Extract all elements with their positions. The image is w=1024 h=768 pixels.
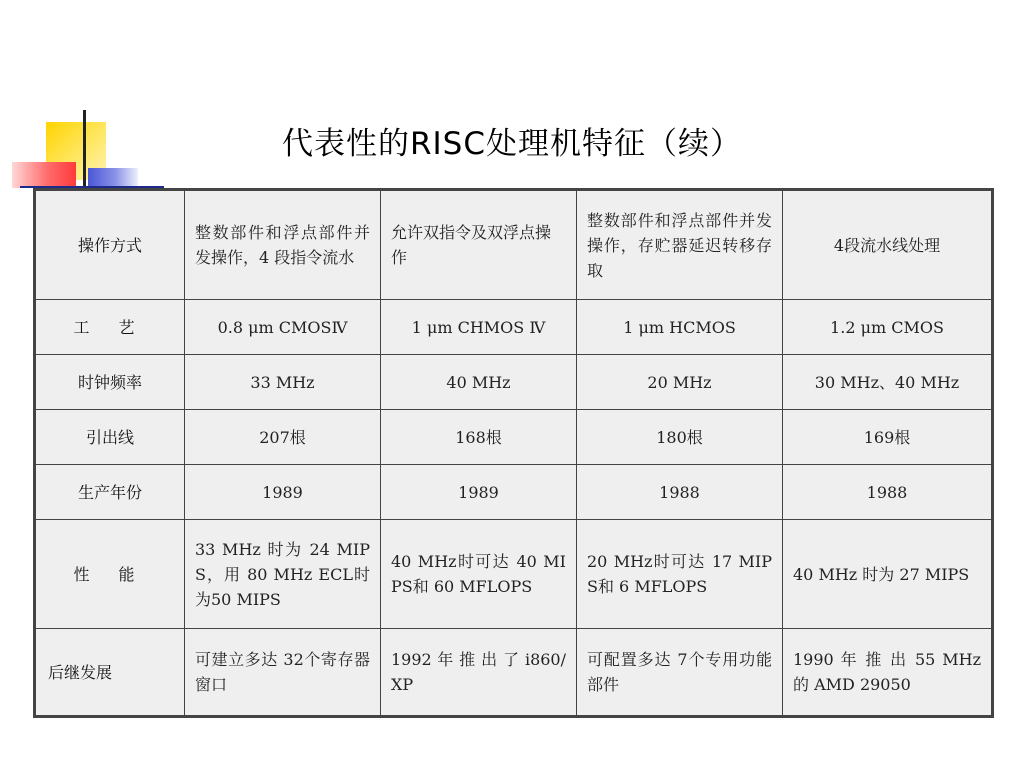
risc-feature-table-container <box>33 188 991 718</box>
table-cell: 207根 <box>185 410 381 465</box>
table-row-successor <box>35 629 993 717</box>
table-cell: 整数部件和浮点部件并发操作，存贮器延迟转移存取 <box>577 190 783 300</box>
row-label-operation-mode: 操作方式 <box>35 190 185 300</box>
table-cell: 1989 <box>381 465 577 520</box>
table-cell: 33 MHz <box>185 355 381 410</box>
table-cell: 可配置多达 7个专用功能部件 <box>577 629 783 717</box>
table-cell: 允许双指令及双浮点操作 <box>381 190 577 300</box>
table-cell: 180根 <box>577 410 783 465</box>
table-cell: 可建立多达 32个寄存器窗口 <box>185 629 381 717</box>
table-cell: 1989 <box>185 465 381 520</box>
table-row-process <box>35 300 993 355</box>
red-bar-shape <box>12 162 76 188</box>
table-cell: 30 MHz、40 MHz <box>783 355 993 410</box>
table-cell: 40 MHz时可达 40 MIPS和 60 MFLOPS <box>381 520 577 629</box>
table-cell: 1988 <box>577 465 783 520</box>
table-cell: 0.8 μm CMOSⅣ <box>185 300 381 355</box>
row-label-performance: 性 能 <box>35 520 185 629</box>
table-cell: 1 μm HCMOS <box>577 300 783 355</box>
slide-decoration <box>0 0 160 200</box>
table-row-clock-frequency <box>35 355 993 410</box>
table-cell: 168根 <box>381 410 577 465</box>
row-label-successor: 后继发展 <box>35 629 185 717</box>
table-cell: 4段流水线处理 <box>783 190 993 300</box>
table-row-pin-count <box>35 410 993 465</box>
table-cell: 1990 年 推 出 55 MHz的 AMD 29050 <box>783 629 993 717</box>
table-cell: 1.2 μm CMOS <box>783 300 993 355</box>
table-row-performance <box>35 520 993 629</box>
row-label-process: 工 艺 <box>35 300 185 355</box>
table-cell: 40 MHz <box>381 355 577 410</box>
table-cell: 33 MHz 时为 24 MIPS，用 80 MHz ECL时为50 MIPS <box>185 520 381 629</box>
table-cell: 1988 <box>783 465 993 520</box>
blue-bar-shape <box>88 168 138 186</box>
table-cell: 整数部件和浮点部件并发操作，4 段指令流水 <box>185 190 381 300</box>
row-label-clock-frequency: 时钟频率 <box>35 355 185 410</box>
table-cell: 1 μm CHMOS Ⅳ <box>381 300 577 355</box>
slide-title: 代表性的RISC处理机特征（续） <box>281 126 742 162</box>
table-cell: 1992 年 推 出 了 i860/XP <box>381 629 577 717</box>
table-cell: 40 MHz 时为 27 MIPS <box>783 520 993 629</box>
table-cell: 169根 <box>783 410 993 465</box>
table-row-production-year <box>35 465 993 520</box>
table-cell: 20 MHz <box>577 355 783 410</box>
table-row-operation-mode <box>35 190 993 300</box>
risc-feature-table <box>33 188 994 718</box>
table-cell: 20 MHz时可达 17 MIPS和 6 MFLOPS <box>577 520 783 629</box>
row-label-production-year: 生产年份 <box>35 465 185 520</box>
row-label-pin-count: 引出线 <box>35 410 185 465</box>
